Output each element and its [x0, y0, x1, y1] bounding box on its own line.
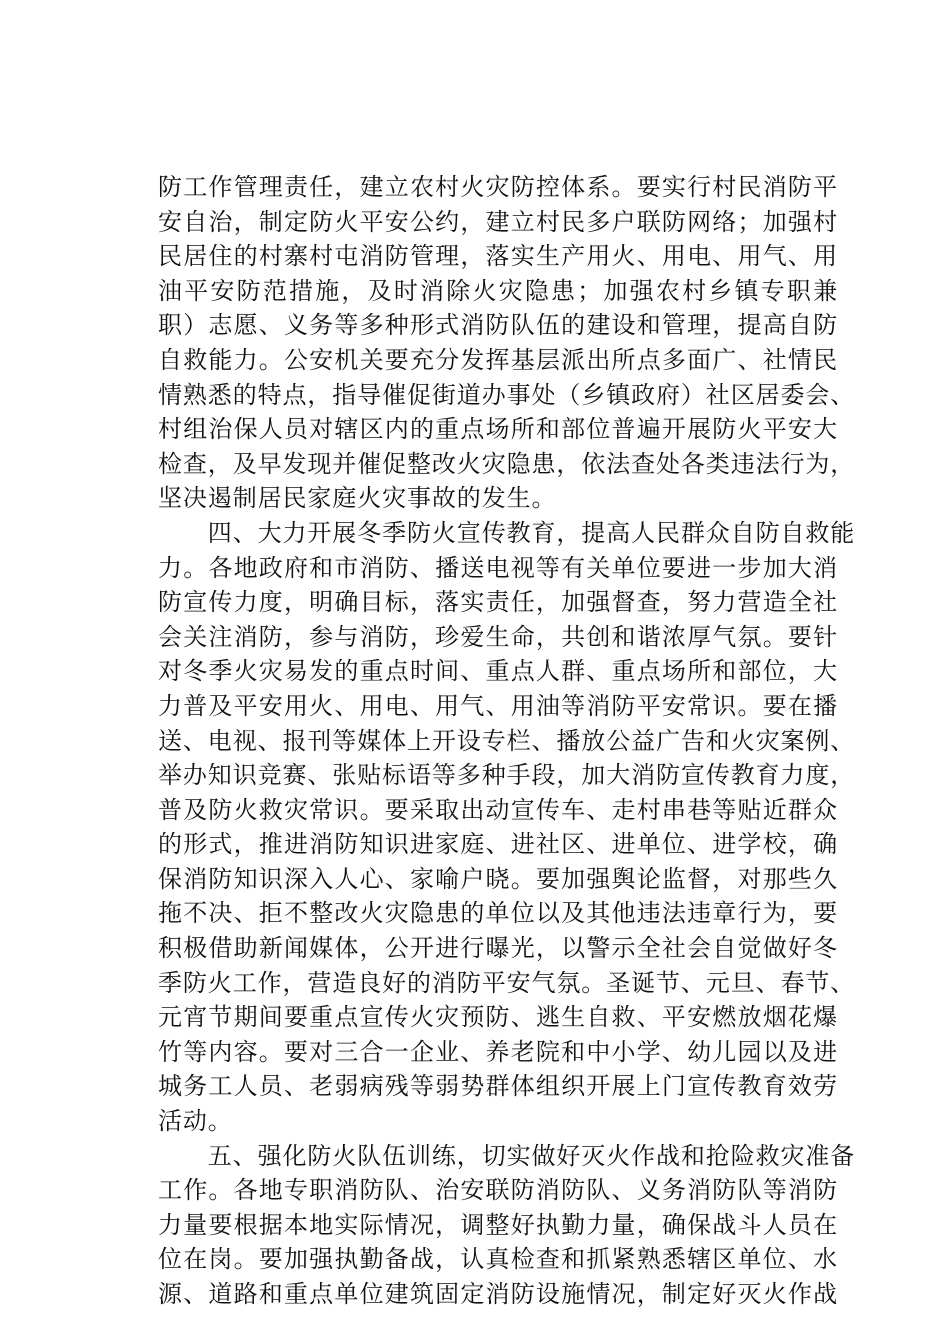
text-line: 力量要根据本地实际情况，调整好执勤力量，确保战斗人员在 — [158, 1210, 838, 1239]
text-line: 元宵节期间要重点宣传火灾预防、逃生自救、平安燃放烟花爆 — [158, 1003, 838, 1032]
text-line: 活动。 — [158, 1107, 233, 1136]
text-line: 防宣传力度，明确目标，落实责任，加强督查，努力营造全社 — [158, 588, 838, 617]
text-line: 季防火工作，营造良好的消防平安气氛。圣诞节、元旦、春节、 — [158, 968, 856, 997]
text-line: 工作。各地专职消防队、治安联防消防队、义务消防队等消防 — [158, 1176, 838, 1205]
text-line: 位在岗。要加强执勤备战，认真检查和抓紧熟悉辖区单位、水 — [158, 1245, 838, 1274]
text-line: 会关注消防，参与消防，珍爱生命，共创和谐浓厚气氛。要针 — [158, 622, 838, 651]
text-line: 情熟悉的特点，指导催促街道办事处（乡镇政府）社区居委会、 — [158, 380, 856, 409]
text-line: 的形式，推进消防知识进家庭、进社区、进单位、进学校，确 — [158, 830, 838, 859]
body-text — [158, 170, 856, 1312]
text-line: 防工作管理责任，建立农村火灾防控体系。要实行村民消防平 — [158, 173, 838, 201]
text-line: 职）志愿、义务等多种形式消防队伍的建设和管理，提高自防 — [158, 311, 838, 340]
text-line: 自救能力。公安机关要充分发挥基层派出所点多面广、社情民 — [158, 345, 838, 374]
text-line: 安自治，制定防火平安公约，建立村民多户联防网络；加强村 — [158, 207, 838, 236]
text-line: 竹等内容。要对三合一企业、养老院和中小学、幼儿园以及进 — [158, 1037, 838, 1066]
text-line: 检查，及早发现并催促整改火灾隐患，依法查处各类违法行为， — [158, 449, 856, 478]
text-line: 普及防火救灾常识。要采取出动宣传车、走村串巷等贴近群众 — [158, 795, 838, 824]
text-line: 保消防知识深入人心、家喻户晓。要加强舆论监督，对那些久 — [158, 864, 838, 893]
text-line: 油平安防范措施，及时消除火灾隐患；加强农村乡镇专职兼 — [158, 276, 838, 305]
text-line: 坚决遏制居民家庭火灾事故的发生。 — [158, 484, 557, 513]
text-line: 源、道路和重点单位建筑固定消防设施情况，制定好灭火作战 — [158, 1280, 838, 1308]
section-heading-line: 五、强化防火队伍训练，切实做好灭火作战和抢险救灾准备 — [158, 1141, 856, 1170]
text-line: 民居住的村寨村屯消防管理，落实生产用火、用电、用气、用 — [158, 242, 838, 271]
text-line: 村组治保人员对辖区内的重点场所和部位普遍开展防火平安大 — [158, 415, 838, 444]
text-line: 力。各地政府和市消防、播送电视等有关单位要进一步加大消 — [158, 553, 838, 582]
section-heading-line: 四、大力开展冬季防火宣传教育，提高人民群众自防自救能 — [158, 518, 856, 547]
text-line: 城务工人员、老弱病残等弱势群体组织开展上门宣传教育效劳 — [158, 1072, 838, 1101]
text-line: 举办知识竞赛、张贴标语等多种手段，加大消防宣传教育力度， — [158, 761, 856, 790]
text-line: 拖不决、拒不整改火灾隐患的单位以及其他违法违章行为，要 — [158, 899, 838, 928]
text-line: 送、电视、报刊等媒体上开设专栏、播放公益广告和火灾案例、 — [158, 726, 856, 755]
text-line: 积极借助新闻媒体，公开进行曝光，以警示全社会自觉做好冬 — [158, 934, 838, 963]
text-line: 对冬季火灾易发的重点时间、重点人群、重点场所和部位，大 — [158, 657, 838, 686]
text-line: 力普及平安用火、用电、用气、用油等消防平安常识。要在播 — [158, 691, 838, 720]
